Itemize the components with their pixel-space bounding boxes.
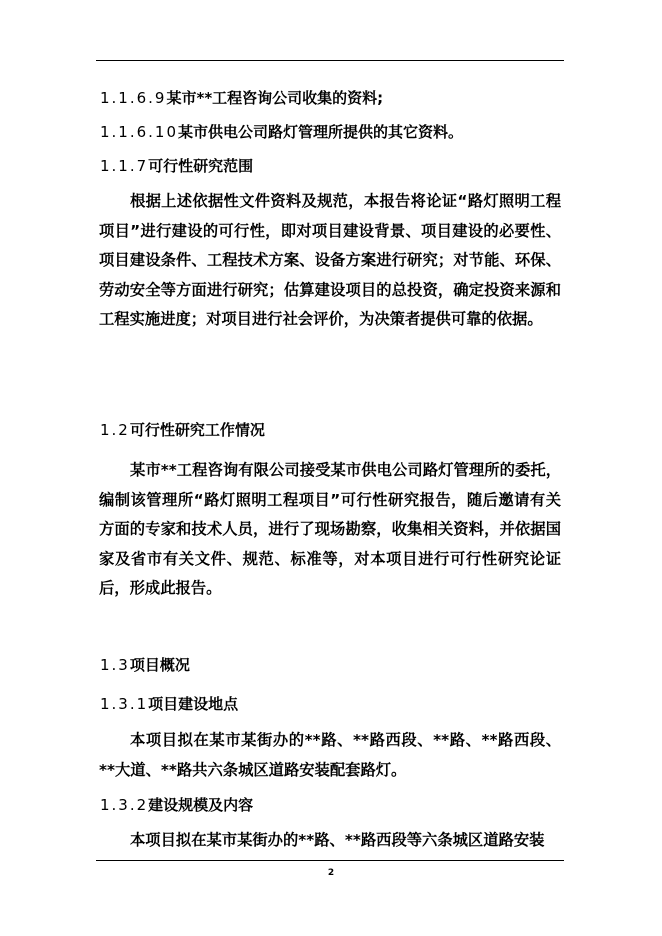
section-heading-1-3-2 xyxy=(100,795,570,815)
list-item xyxy=(100,122,570,142)
footer-rule xyxy=(96,860,564,861)
page-number: 2 xyxy=(327,868,335,878)
section-title: 可行性研究工作情况 xyxy=(129,421,265,439)
section-number: 1.3 xyxy=(100,656,130,674)
section-number: 1.2 xyxy=(100,421,130,439)
section-heading-1-1-7 xyxy=(100,156,570,176)
section-heading-1-3 xyxy=(100,655,570,675)
paragraph-scale: 本项目拟在某市某街办的**路、**路西段等六条城区道路安装 xyxy=(130,831,545,849)
item-text: 某市**工程咨询公司收集的资料; xyxy=(166,89,384,107)
item-number: 1.1.6.9 xyxy=(100,89,167,107)
section-heading-1-3-1 xyxy=(100,694,570,714)
list-item xyxy=(100,88,570,108)
section-number: 1.1.7 xyxy=(100,157,149,175)
section-title: 项目建设地点 xyxy=(148,695,239,713)
section-title: 可行性研究范围 xyxy=(148,157,254,175)
section-number: 1.3.1 xyxy=(100,695,149,713)
paragraph-location: 本项目拟在某市某街办的**路、**路西段、**路、**路西段、**大道、**路共六条城区道路安装配套路灯。 xyxy=(99,731,561,779)
item-text: 某市供电公司路灯管理所提供的其它资料。 xyxy=(178,123,464,141)
paragraph-work: 某市**工程咨询有限公司接受某市供电公司路灯管理所的委托，编制该管理所“路灯照明工程项目”可行性研究报告，随后邀请有关方面的专家和技术人员，进行了现场勘察，收集相关资料，并依据国家及省市有关文件、规范、标准等，对本项目进行可行性研究论证后，形成此报告。 xyxy=(99,461,561,597)
paragraph-scope: 根据上述依据性文件资料及规范，本报告将论证“路灯照明工程项目”进行建设的可行性，即对项目建设背景、项目建设的必要性、项目建设条件、工程技术方案、设备方案进行研究；对节能、环保、劳动安全等方面进行研究；估算建设项目的总投资，确定投资来源和工程实施进度；对项目进行社会评价，为决策者提供可靠的依据。 xyxy=(99,192,561,328)
item-number: 1.1.6.10 xyxy=(100,123,179,141)
section-title: 项目概况 xyxy=(129,656,190,674)
section-number: 1.3.2 xyxy=(100,796,149,814)
section-heading-1-2 xyxy=(100,420,570,440)
header-rule xyxy=(96,60,564,61)
section-title: 建设规模及内容 xyxy=(148,796,254,814)
